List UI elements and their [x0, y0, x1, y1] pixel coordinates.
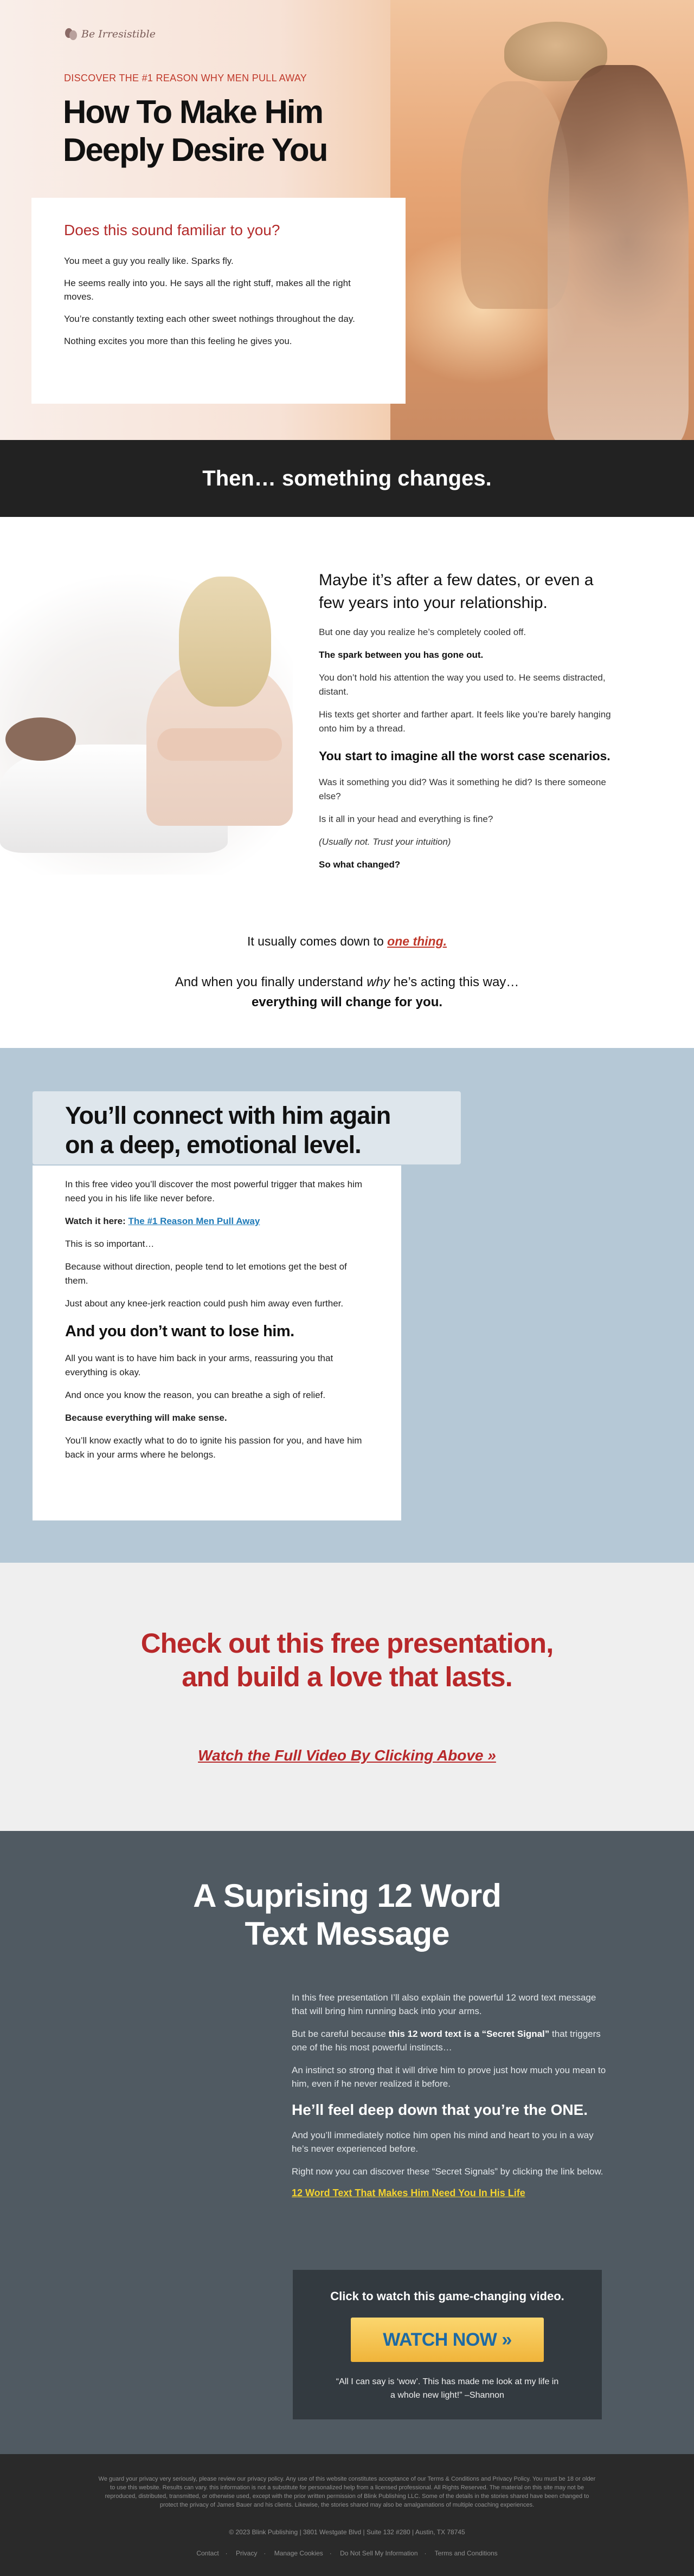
sms-p2-bold: this 12 word text is a “Secret Signal” [388, 2029, 550, 2039]
footer-link-privacy[interactable]: Privacy [236, 2549, 258, 2557]
crossed-arms-shape [157, 728, 282, 761]
sad-woman-photo [0, 566, 293, 875]
man-figure [548, 65, 689, 440]
story-heading: Maybe it’s after a few dates, or even a few years into your relationship. [319, 571, 594, 612]
hero-box-paragraph: He seems really into you. He says all the right stuff, makes all the right moves. [64, 278, 351, 302]
hero-intro-box [31, 198, 406, 404]
story-paragraph: But one day you realize he’s completely cooled off. [319, 627, 526, 637]
hero-title: How To Make Him Deeply Desire You [63, 94, 327, 168]
story-paragraph: The spark between you has gone out. [319, 650, 484, 660]
connect-paragraph: And once you know the reason, you can breathe a sigh of relief. [65, 1390, 326, 1400]
hero-box-paragraph: You’re constantly texting each other sweet nothings throughout the day. [64, 314, 355, 324]
video-link[interactable]: The #1 Reason Men Pull Away [128, 1216, 260, 1226]
connect-subheading: And you don’t want to lose him. [65, 1323, 294, 1340]
one-thing-prefix: It usually comes down to [247, 934, 388, 948]
change-band [0, 440, 694, 517]
logo[interactable] [64, 26, 156, 42]
footer [0, 2454, 694, 2576]
connect-paragraph: This is so important… [65, 1239, 155, 1249]
connect-section [0, 1048, 694, 1563]
hero-couple-photo [390, 0, 694, 440]
twelve-word-text-link[interactable]: 12 Word Text That Makes Him Need You In His Life [292, 2187, 525, 2198]
story-paragraph: So what changed? [319, 859, 401, 870]
sms-paragraph [292, 2027, 606, 2054]
testimonial-quote: “All I can say is ‘wow’. This has made me look at my life in a whole new light!” –Shannon [336, 2377, 559, 2400]
connect-paragraph: Because without direction, people tend to let emotions get the best of them. [65, 1261, 347, 1286]
footer-link-contact[interactable]: Contact [196, 2549, 219, 2557]
footer-separator: · [424, 2549, 427, 2557]
connect-paragraph: In this free video you’ll discover the most powerful trigger that makes him need you in his life like never before. [65, 1179, 363, 1203]
sms-p2-a: But be careful because [292, 2029, 389, 2039]
connect-paragraph: You’ll know exactly what to do to ignite his passion for you, and have him back in your arms where he belongs. [65, 1435, 362, 1460]
hero-box-paragraph: You meet a guy you really like. Sparks fly. [64, 256, 234, 266]
watch-line [65, 1214, 369, 1228]
footer-link-terms[interactable]: Terms and Conditions [434, 2549, 498, 2557]
logo-text: Be Irresistible [81, 28, 156, 40]
cta-section [0, 1563, 694, 1831]
footer-separator: · [329, 2549, 332, 2557]
footer-separator: · [225, 2549, 228, 2557]
woman-hair-shape [179, 577, 271, 707]
connect-paragraph: All you want is to have him back in your arms, reassuring you that everything is okay. [65, 1353, 333, 1377]
footer-disclaimer: We guard your privacy very seriously, please review our privacy policy. Any use of this website constitutes acceptance of our Terms & Conditions and Privacy Policy. You must be 18 or older to use this website. Results can vary. this information is not a substitute for personalized help from a licensed professional. All Rights Reserved. The material on this site may not be reproduced, distributed, transmitted, or otherwise used, except with the prior written permission of Blink Publishing LLC. Some of the details in the stories shared have been changed to protect the privacy of James Bauer and his clients. Likewise, the stories shared may also be amalgamations of multiple coaching experiences. [98, 2476, 596, 2508]
hero-box-paragraph: Nothing excites you more than this feeling he gives you. [64, 336, 292, 346]
story-text [319, 569, 622, 881]
story-section [0, 517, 694, 1048]
connect-paragraph: Just about any knee-jerk reaction could push him away even further. [65, 1298, 344, 1309]
story-paragraph: (Usually not. Trust your intuition) [319, 837, 451, 847]
sms-text [292, 1991, 606, 2199]
footer-link-do-not-sell[interactable]: Do Not Sell My Information [340, 2549, 418, 2557]
sleeping-man-shape [5, 717, 76, 761]
hero-kicker: DISCOVER THE #1 REASON WHY MEN PULL AWAY [64, 73, 307, 83]
story-paragraph: His texts get shorter and farther apart. It feels like you’re barely hanging onto him by a thread. [319, 709, 611, 734]
sms-paragraph: An instinct so strong that it will drive him to prove just how much you mean to him, even if he never realized it before. [292, 2065, 606, 2089]
connect-heading: You’ll connect with him again on a deep, emotional level. [65, 1102, 391, 1158]
story-subheading: You start to imagine all the worst case scenarios. [319, 749, 611, 763]
watch-full-video-link[interactable]: Watch the Full Video By Clicking Above » [198, 1747, 496, 1764]
text-message-section [0, 1831, 694, 2454]
watch-label: Watch it here: [65, 1216, 128, 1226]
footer-address: © 2023 Blink Publishing | 3801 Westgate Blvd | Suite 132 #280 | Austin, TX 78745 [229, 2528, 465, 2536]
understand-text-a: And when you finally understand [175, 975, 367, 989]
story-paragraph: Is it all in your head and everything is fine? [319, 814, 493, 824]
story-paragraph: You don’t hold his attention the way you used to. He seems distracted, distant. [319, 672, 606, 697]
connect-header [33, 1091, 461, 1164]
sms-subheading: He’ll feel deep down that you’re the ONE. [292, 2101, 588, 2118]
couple-heads-icon [64, 26, 78, 42]
sms-p2-c: that triggers one of the his most powerful instincts… [292, 2029, 601, 2053]
sms-heading: A Suprising 12 Word Text Message [193, 1878, 501, 1952]
footer-links [0, 2549, 694, 2557]
understand-line [0, 972, 694, 1012]
understand-text-b: he’s acting this way… [389, 975, 519, 989]
footer-link-manage-cookies[interactable]: Manage Cookies [274, 2549, 323, 2557]
footer-separator: · [264, 2549, 266, 2557]
hero-section [0, 0, 694, 440]
one-thing-line [0, 934, 694, 949]
sms-paragraph: And you’ll immediately notice him open his mind and heart to you in a way he’s never experienced before. [292, 2130, 594, 2154]
understand-bold: everything will change for you. [251, 995, 443, 1009]
cta-heading: Check out this free presentation, and build a love that lasts. [140, 1628, 554, 1692]
story-paragraph: Was it something you did? Was it something he did? Is there someone else? [319, 777, 606, 801]
sms-paragraph: Right now you can discover these “Secret Signals” by clicking the link below. [292, 2166, 603, 2177]
understand-emphasis: why [367, 975, 390, 989]
band-text: Then… something changes. [202, 466, 492, 490]
one-thing-link[interactable]: one thing. [387, 934, 447, 948]
watch-now-button[interactable]: WATCH NOW » [351, 2318, 544, 2362]
video-box-title: Click to watch this game-changing video. [330, 2289, 564, 2303]
connect-box [33, 1166, 401, 1520]
connect-paragraph: Because everything will make sense. [65, 1413, 227, 1423]
watch-video-box [293, 2270, 602, 2419]
sms-paragraph: In this free presentation I’ll also explain the powerful 12 word text message that will bring him running back into your arms. [292, 1992, 596, 2016]
hero-box-heading: Does this sound familiar to you? [64, 222, 280, 238]
